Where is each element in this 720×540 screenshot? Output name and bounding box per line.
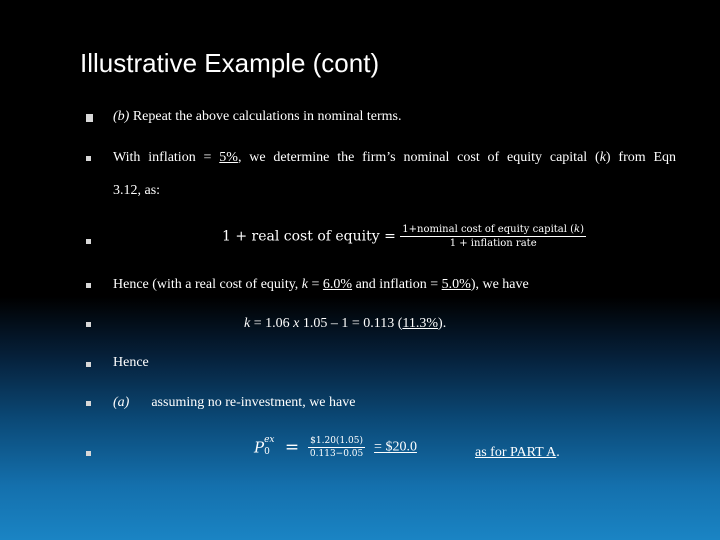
inflation-rate-value: 5.0% (441, 277, 471, 292)
formula2-sub: 0 (264, 446, 270, 457)
text-line-2: With inflation = 5%, we determine the firm’s nominal cost of equity capital (k) from Eqn (113, 150, 677, 165)
formula1-fraction: $\frac{\text{1+nominal cost of equity capital (k)}}{\text{1 + inflation rate}}$ (402, 224, 585, 249)
bullet-2 (86, 156, 91, 161)
part-b-label: (b) (113, 109, 130, 124)
bullet-7 (86, 401, 91, 406)
bullet-1 (86, 114, 93, 122)
bullet-4 (86, 283, 91, 288)
text-line-6: Hence (113, 355, 149, 370)
bullet-5 (86, 322, 91, 327)
formula2-p: P (254, 438, 265, 457)
formula2-numerator: $1.20(1.05) (308, 436, 365, 448)
line1-text: Repeat the above calculations in nominal terms. (129, 109, 402, 124)
text-line-5: k = 1.06 x 1.05 – 1 = 0.113 (11.3%). (244, 316, 447, 331)
equity-formula (222, 224, 586, 249)
price-formula: P ex 0 = $\frac{\$1.20(1.05)}{0.113-0.05}$ = $20.0 (254, 434, 417, 459)
formula2-fraction (308, 436, 365, 459)
bullet-8 (86, 451, 91, 456)
formula2-denominator: 0.113−0.05 (309, 449, 364, 459)
formula1-denominator: 1 + inflation rate (449, 238, 537, 249)
slide-title: Illustrative Example (cont) (80, 48, 380, 78)
formula1-numerator: 1+nominal cost of equity capital ( (402, 224, 575, 235)
formula2-sup: ex (264, 434, 275, 445)
formula1-lhs: 1 + real cost of equity = (222, 228, 396, 245)
real-cost-value: 6.0% (322, 277, 353, 292)
formula2-result: = $20.0 (374, 439, 417, 455)
part-a-label: (a) (113, 395, 130, 410)
bullet-6 (86, 362, 91, 367)
bullet-3 (86, 239, 91, 244)
nominal-cost-result: 11.3% (402, 316, 439, 331)
text-line-7: (a) assuming no re-investment, we have (113, 395, 356, 410)
part-a-note: as for PART A. (475, 445, 560, 460)
text-line-4: Hence (with a real cost of equity, k = 6.0% and inflation = 5.0%), we have (113, 277, 529, 292)
text-line-1 (113, 109, 401, 125)
text-line-3: 3.12, as: (113, 183, 161, 198)
inflation-value: 5% (219, 150, 238, 165)
